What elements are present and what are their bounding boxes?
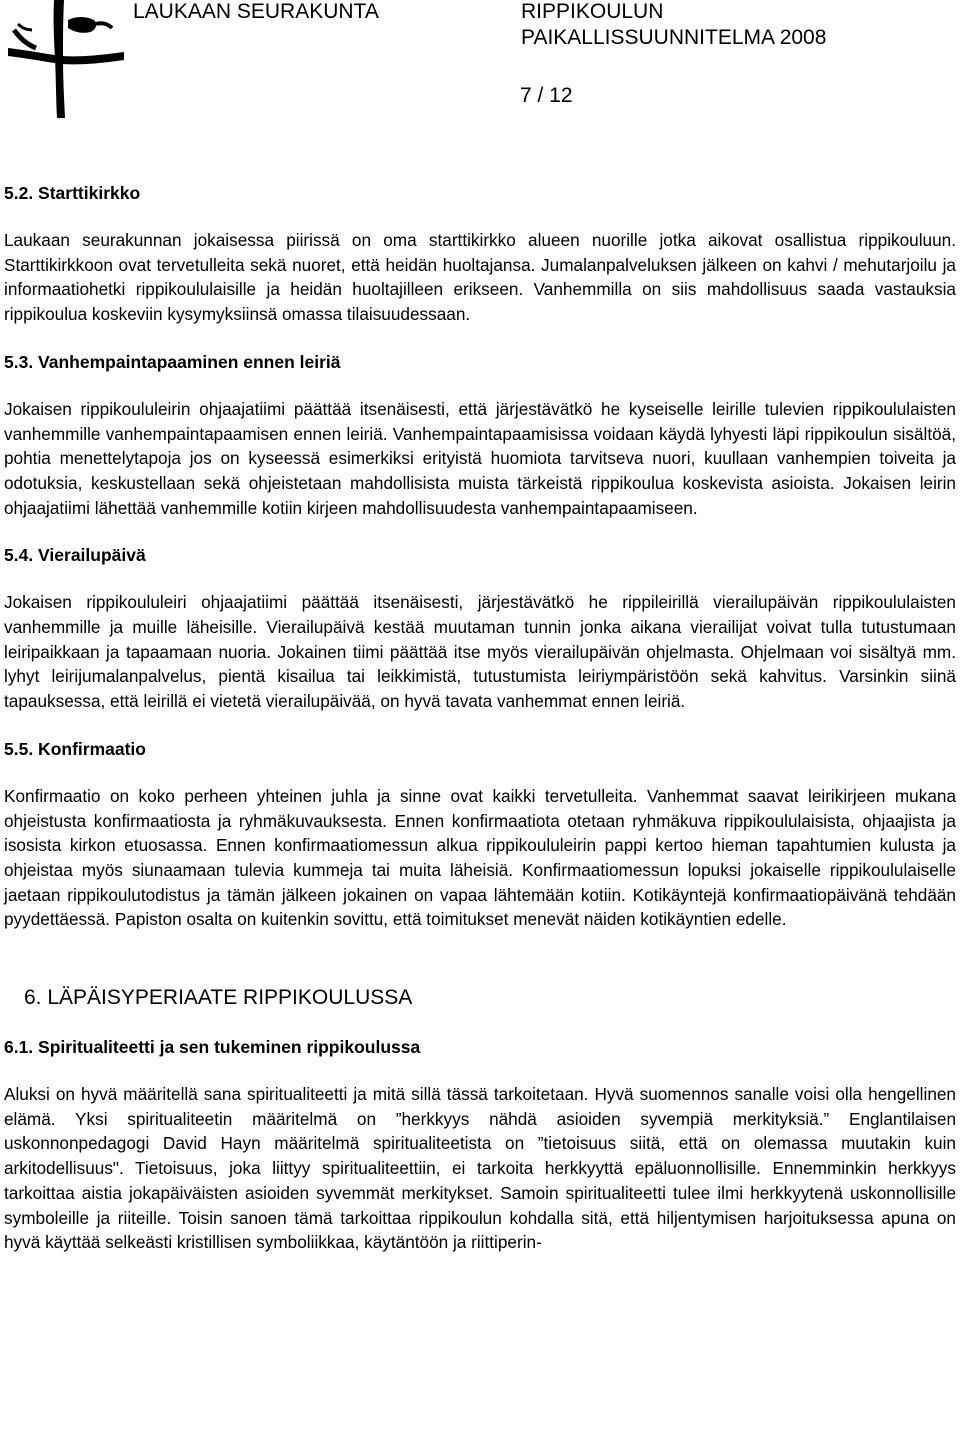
section-text-5-4: Jokaisen rippikoululeiri ohjaajatiimi päättää itsenäisesti, järjestävätkö he rippileirillä vierailupäivän rippikoululaisten vanhemmille ja muille läheisille. Vierailupäivä kestää muutaman tunnin jonka aikana vierailijat voivat tulla tutustumaan leiripaikkaan ja tapaamaan nuoria. Jokainen tiimi päättää itse myös vierailupäivän ohjelmasta. Ohjelmaan voi sisältyä mm. lyhyt leirijumalanpalvelus, pientä kisailua tai leikkimistä, tutustumista leiriympäristöön sekä kahvitus. Varsinkin siinä tapauksessa, että leirillä ei vietetä vierailupäivää, on hyvä tavata vanhemmat ennen leiriä. <box>4 592 956 712</box>
section-heading-5-5: 5.5. Konfirmaatio <box>4 738 146 759</box>
chapter-heading-6: 6. LÄPÄISYPERIAATE RIPPIKOULUSSA <box>24 986 413 1010</box>
page-number: 7 / 12 <box>520 84 573 107</box>
section-text-5-2: Laukaan seurakunnan jokaisessa piirissä on oma starttikirkko alueen nuorille jotka aikovat osallistua rippikouluun. Starttikirkkoon ovat tervetulleita sekä nuoret, että heidän huoltajansa. Jumalanpalveluksen jälkeen on kahvi / mehutarjoilu ja informaatiohetki rippikoululaisille ja heidän huoltajilleen erikseen. Vanhemmilla on siis mahdollisuus saada vastauksia rippikoulua koskeviin kysymyksiinsä omassa tilaisuudessaan. <box>4 230 956 325</box>
section-heading-5-2: 5.2. Starttikirkko <box>4 183 141 203</box>
document-body <box>4 180 956 1255</box>
organization-name: LAUKAAN SEURAKUNTA <box>133 0 379 23</box>
section-text-6-1: Aluksi on hyvä määritellä sana spiritualiteetti ja mitä sillä tässä tarkoitetaan. Hyvä suomennos sanalle voisi olla hengellinen elämä. Yksi spiritualiteetin määritelmä on ”herkkyys nähdä asioiden syvempiä merkityksiä.” Englantilaisen uskonnonpedagogi David Hayn määritelmä spiritualiteetista on ”tietoisuus siitä, että on olemassa muutakin kuin arkitodellisuus". Tietoisuus, joka liittyy spiritualiteettiin, ei tarkoita herkkyyttä epäluonnollisille. Ennemminkin herkkyys tarkoittaa aistia jokapäiväisten asioiden syvemmät merkitykset. Samoin spiritualiteetti tulee ilmi herkkyytenä uskonnollisille symboleille ja riiteille. Toisin sanoen tämä tarkoittaa rippikoulun kohdalla sitä, että hiljentymisen harjoituksessa apuna on hyvä käyttää selkeästi kristillisen symboliikkaa, käytäntöön ja riittiperin- <box>4 1084 956 1253</box>
document-title-line1: RIPPIKOULUN <box>521 0 664 23</box>
section-heading-6-1: 6.1. Spiritualiteetti ja sen tukeminen rippikoulussa <box>4 1037 421 1058</box>
church-cross-logo <box>6 0 126 118</box>
section-text-5-5: Konfirmaatio on koko perheen yhteinen juhla ja sinne ovat kaikki tervetulleita. Vanhemmat saavat leirikirjeen mukana ohjeistusta konfirmaatiosta ja ryhmäkuvauksesta. Ennen konfirmaatiota otetaan ryhmäkuva rippikoululaisista, ohjaajista ja isosista kirkon etuosassa. Ennen konfirmaatiomessun alkua rippikoululeirin pappi kertoo hieman tapahtumien kulusta ja ohjeistaa myös siunaamaan tulevia kummeja tai muita läheisiä. Konfirmaatiomessun lopuksi jokaiselle rippikoululaiselle jaetaan rippikoulutodistus ja tämän jälkeen jokainen on vapaa lähtemään kotiin. Kotikäyntejä konfirmaatiopäivänä tehdään pyydettäessä. Papiston osalta on kuitenkin sovittu, että toimitukset menevät näiden kotikäyntien edelle. <box>4 785 956 930</box>
section-text-5-3: Jokaisen rippikoululeirin ohjaajatiimi päättää itsenäisesti, että järjestävätkö he kyseiselle leirille tulevien rippikoululaisten vanhemmille vanhempaintapaamisen ennen leiriä. Vanhempaintapaamisissa voidaan käydä lyhyesti läpi rippikoulun sisältöä, pohtia menettelytapoja jos on kyseessä esimerkiksi erityistä huomiota tarvitseva nuori, kuullaan vanhempien toiveita ja odotuksia, keskustellaan sekä ohjeistetaan mahdollisista muista tärkeistä rippikoulua koskevista asioista. Jokaisen leirin ohjaajatiimi lähettää vanhemmille kotiin kirjeen mahdollisuudesta vanhempaintapaamiseen. <box>4 398 956 518</box>
section-heading-5-4: 5.4. Vierailupäivä <box>4 545 146 566</box>
section-heading-5-3: 5.3. Vanhempaintapaaminen ennen leiriä <box>4 351 341 372</box>
document-title-line2: PAIKALLISSUUNNITELMA 2008 <box>521 26 827 49</box>
document-title <box>521 0 826 51</box>
